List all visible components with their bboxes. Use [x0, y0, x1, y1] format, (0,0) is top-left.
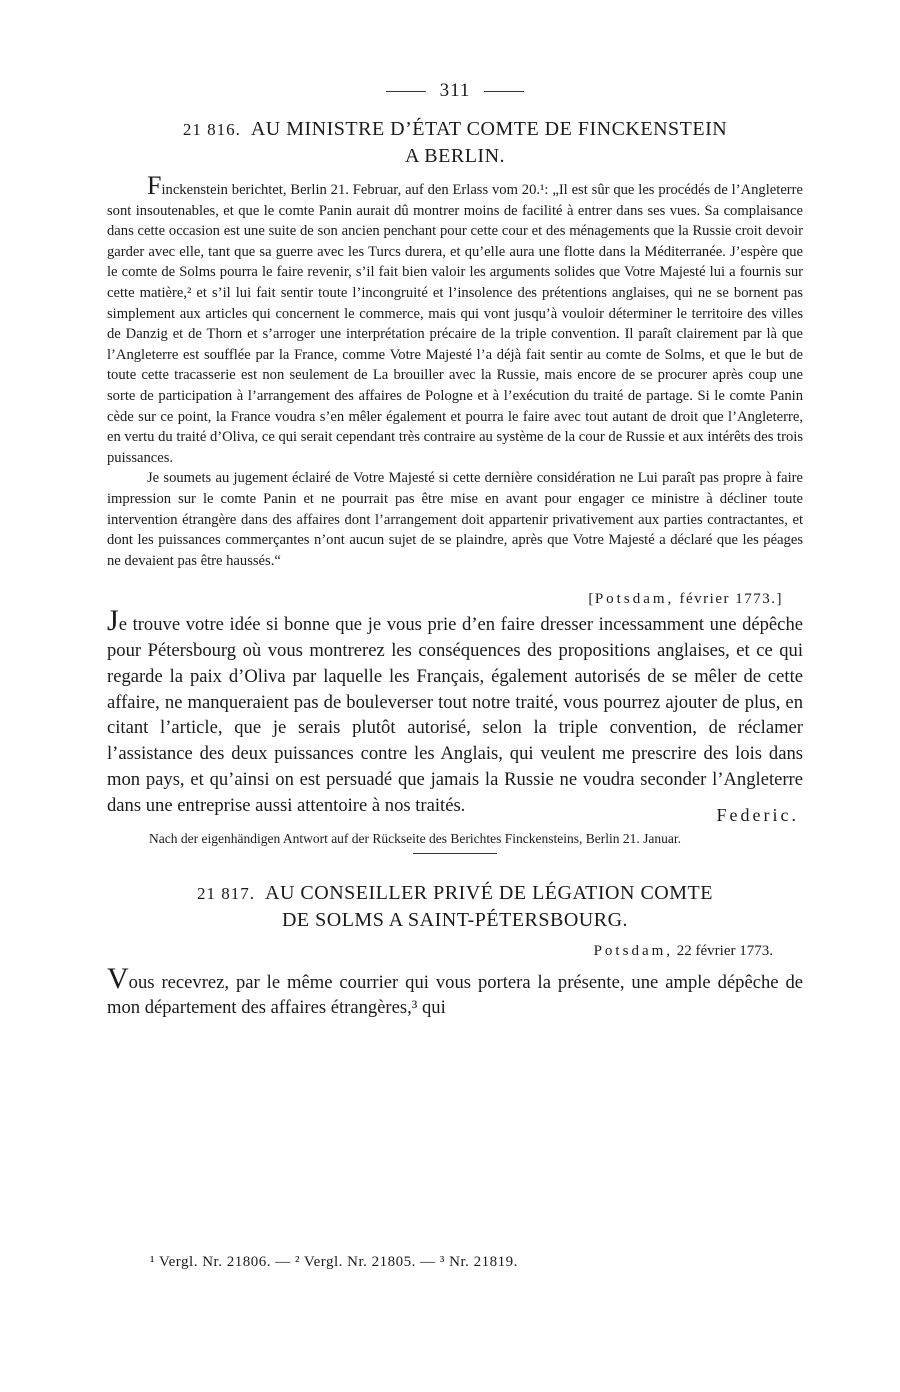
- document-number-2: 21 817.: [197, 883, 256, 903]
- document-heading-1: [107, 116, 803, 169]
- report-text-1: inckenstein berichtet, Berlin 21. Februar, auf den Erlass vom 20.¹: „Il est sûr que les procédés de l’Angleterre sont insoutenables, et que le comte Panin aurait dû montrer moins de facilité à entrer dans ses vues. Sa complaisance dans cette occasion est une suite de son ancien penchant pour cette cour et des ménagements que la Russie croit devoir garder avec elle, tant que sa guerre avec les Turcs durera, et qu’elle aura une flotte dans la Méditerranée. J’espère que le comte de Solms pourra le faire revenir, s’il fait bien valoir les arguments solides que Votre Majesté lui a fournis sur cette matière,² et s’il lui fait sentir toute l’incongruité et l’insolence des prétentions anglaises, qui ne se bornent pas simplement aux articles qui concernent le commerce, mais qui vont jusqu’à vouloir déterminer le territoire des villes de Danzig et de Thorn et s’arroger une interprétation précaire de la triple convention. Il paraît clairement par là que l’Angleterre est soufflée par la France, comme Votre Majesté l’a déjà fait sentir au comte de Solms, et que le but de toute cette tracasserie est non seulement de La brouiller avec la Russie, mais encore de se procurer après coup une sorte de participation à l’arrangement des affaires de Pologne et à l’exécution du traité de partage. Si le comte Panin cède sur ce point, la France voudra s’en mêler également et pourra le faire avec tout autant de droit que l’Angleterre, en vertu du traité d’Oliva, ce qui serait cependant très contraire au système de la cour de Russie et aux intérêts des trois puissances.: [107, 182, 803, 466]
- letter-2-text: [107, 961, 803, 1022]
- page-number: 311: [439, 80, 471, 101]
- date-place-1: Potsdam,: [594, 591, 675, 608]
- source-note: Nach der eigenhändigen Antwort auf der Rückseite des Berichtes Finckensteins, Berlin 21. Januar.: [149, 830, 681, 846]
- document-title-2-line2: DE SOLMS A SAINT-PÉTERSBOURG.: [281, 908, 629, 931]
- report-summary: [107, 171, 803, 571]
- dateline-1: [Potsdam, février 1773.]: [588, 591, 783, 608]
- reply-text: e trouve votre idée si bonne que je vous prie d’en faire dresser incessamment une dépêche pour Pétersbourg où vous montrerez les conséquences des propositions anglaises, et ce qui regarde la paix d’Oliva par laquelle les Français, également autorisés de se mêler de cette affaire, ne manqueraient pas de bouleverser tout notre traité, vous pourrez ajouter de plus, en citant l’article, que je serais plutôt autorisé, selon la triple convention, de réclamer l’assistance des deux puissances contre les Anglais, qui veulent me prescrire des lois dans mon pays, et qu’ainsi on est persuadé que jamais la Russie ne voudra seconder l’Angleterre dans une entreprise aussi attentoire à nos traités.: [107, 614, 803, 816]
- dateline-2: [107, 943, 773, 960]
- left-dash: [386, 91, 426, 92]
- document-title-1-line2: A BERLIN.: [404, 145, 506, 167]
- document-number-1: 21 816.: [182, 120, 241, 139]
- signature: Federic.: [716, 804, 799, 825]
- date-text-2: 22 février 1773.: [676, 942, 773, 959]
- king-reply: [107, 604, 803, 818]
- page-number-line: [107, 80, 803, 102]
- letter-2-body: ous recevrez, par le même courrier qui vous portera la présente, une ample dépêche de mon département des affaires étrangères,³ qui: [107, 971, 803, 1019]
- report-paragraph-1: [107, 171, 803, 468]
- page: [107, 80, 803, 1021]
- reply-initial: J: [107, 604, 119, 638]
- document-title-2-line1: AU CONSEILLER PRIVÉ DE LÉGATION COMTE: [265, 881, 713, 904]
- drop-initial: F: [147, 171, 162, 200]
- footnotes: ¹ Vergl. Nr. 21806. — ² Vergl. Nr. 21805. — ³ Nr. 21819.: [150, 1254, 518, 1270]
- document-heading-2: [107, 880, 803, 933]
- letter-2-initial: V: [107, 961, 129, 995]
- separator-rule: [413, 853, 497, 854]
- report-paragraph-2: Je soumets au jugement éclairé de Votre Majesté si cette dernière considération ne Lui paraît pas propre à faire impression sur le comte Panin et ne pourrait pas être mise en avant pour engager ce ministre à décliner toute intervention étrangère dans des affaires dont l’arrangement doit appartenir privativement aux parties contractantes, et dont les puissances commerçantes n’ont aucun sujet de se plaindre, après que Votre Majesté a déclaré que les péages ne devaient pas être haussés.“: [107, 470, 803, 569]
- right-dash: [484, 91, 524, 92]
- document-title-1-line1: AU MINISTRE D’ÉTAT COMTE DE FINCKENSTEIN: [250, 118, 728, 140]
- date-text-1: février 1773.: [679, 591, 777, 608]
- date-place-2: Potsdam,: [593, 942, 674, 959]
